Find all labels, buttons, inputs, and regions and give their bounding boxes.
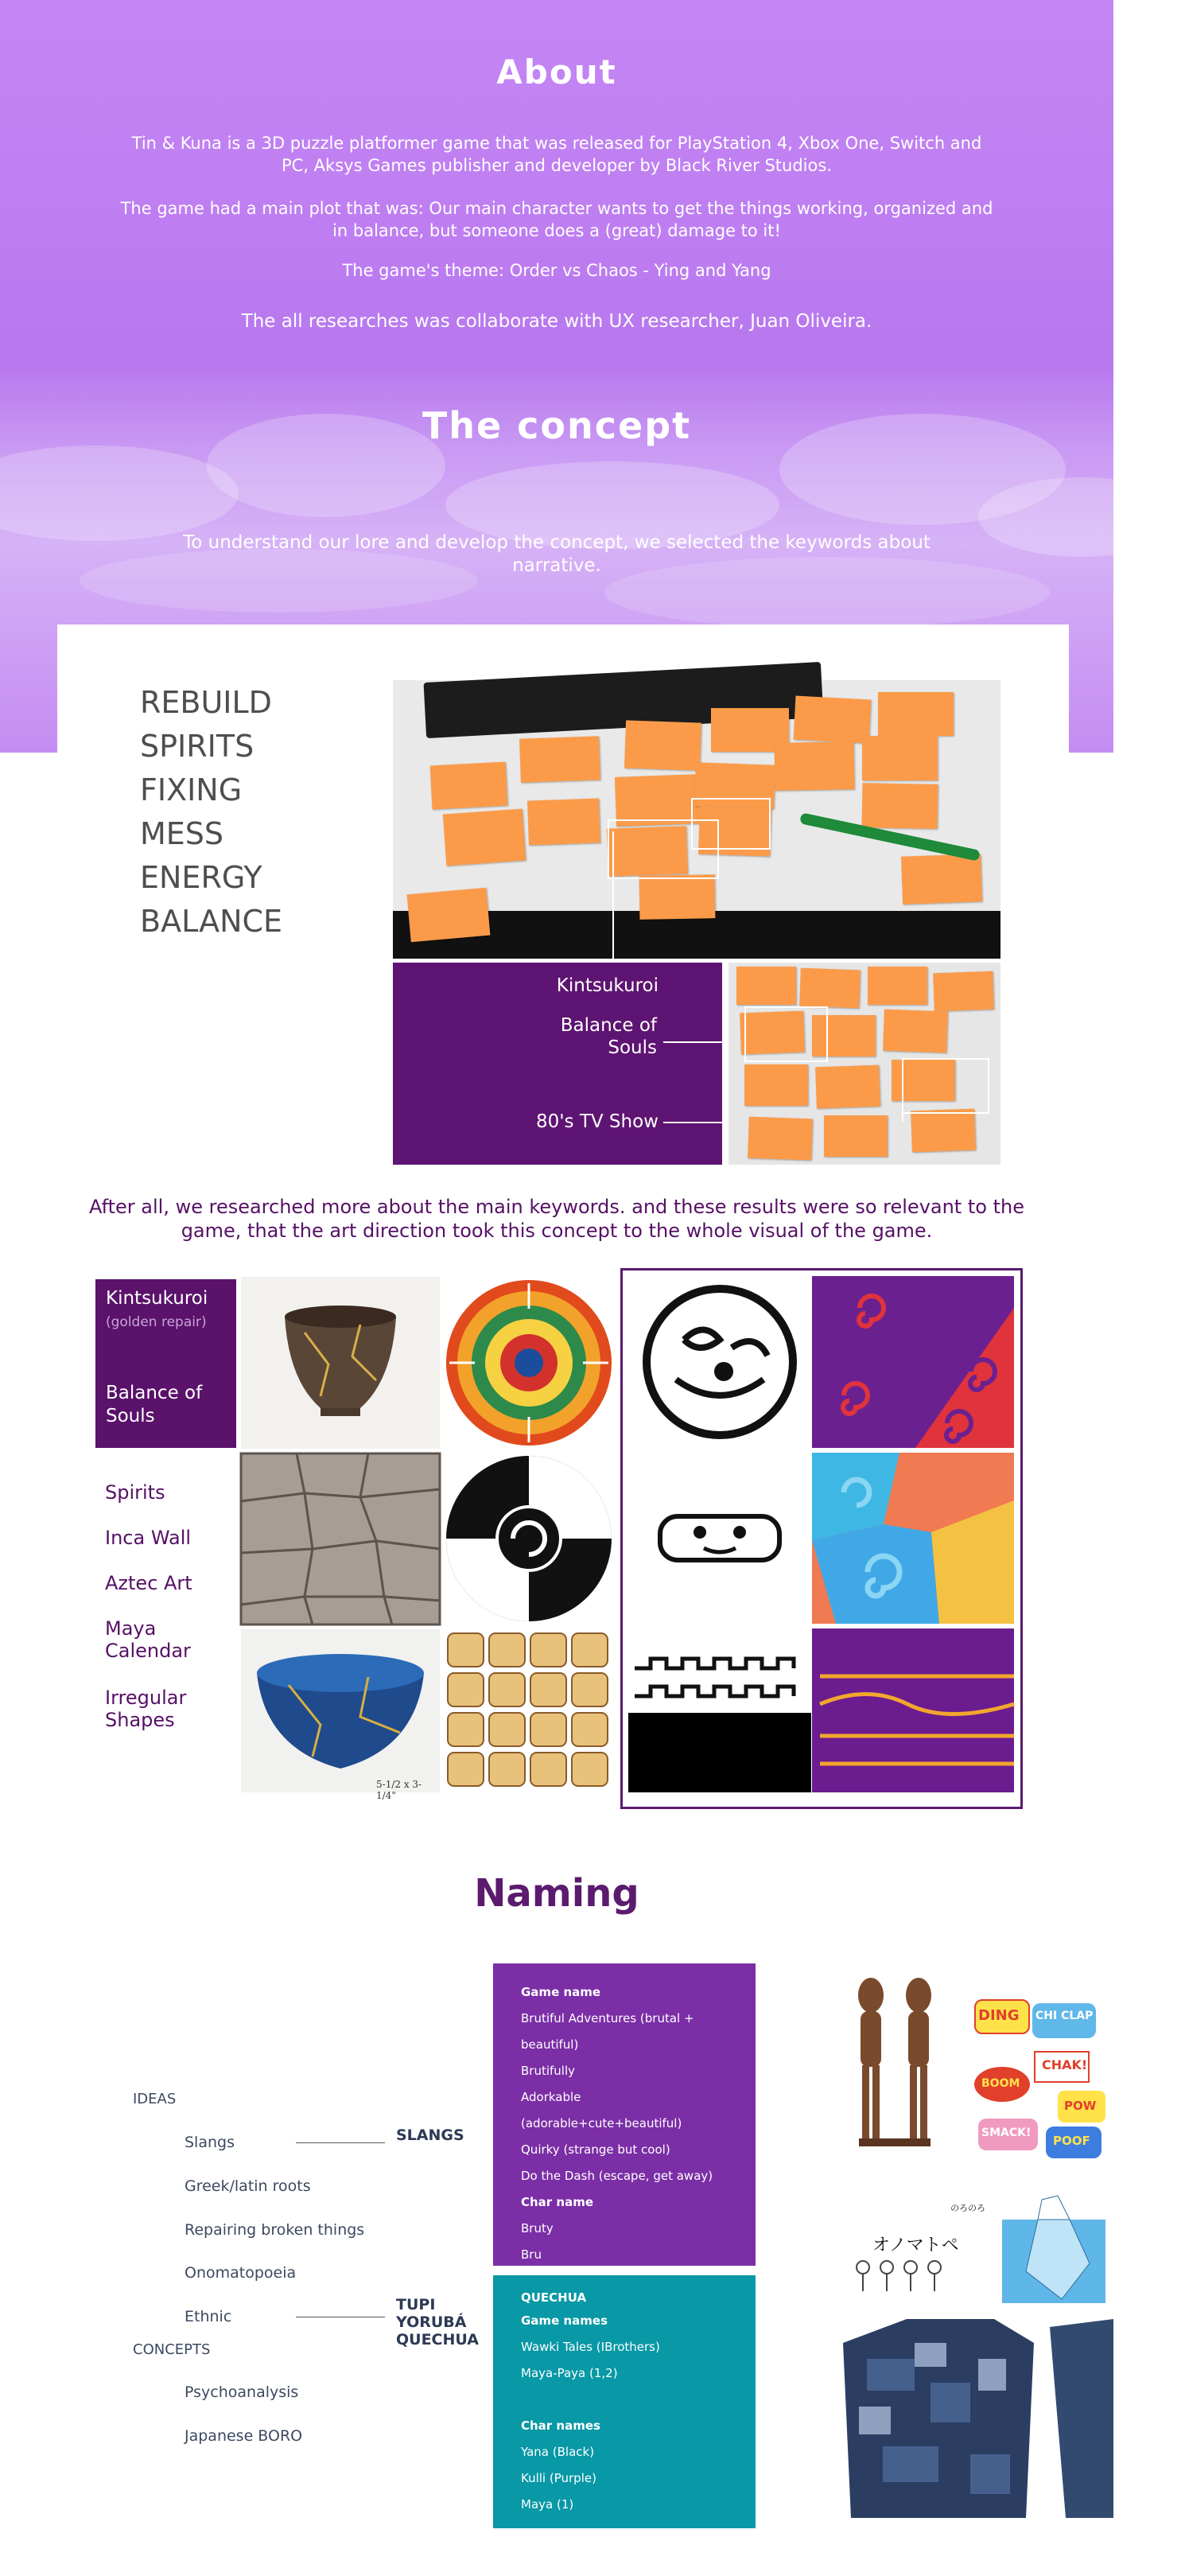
- quechua-char-name: Yana (Black): [521, 2445, 595, 2459]
- kintsukuroi-heading: Kintsukuroi: [106, 1288, 208, 1309]
- ethnic-tag-quechua: QUECHUA: [396, 2331, 479, 2348]
- quechua-char-name: Maya (1): [521, 2497, 574, 2512]
- kintsugi-bowl-image: [241, 1277, 440, 1449]
- japanese-boro-textile-image: [835, 2311, 1113, 2526]
- research-summary: After all, we researched more about the main keywords. and these results were so relevant to the game, that the art direction took this concept to the whole visual of the game.: [89, 1196, 1024, 1242]
- red-spiral-art: [812, 1276, 1014, 1448]
- label-80s-tv-show: 80's TV Show: [535, 1111, 659, 1132]
- wave-lines-art: [812, 1628, 1014, 1792]
- mask-face-symbol: [628, 1453, 811, 1624]
- balance-of-souls-heading: Balance of Souls: [106, 1383, 203, 1426]
- comic-word: BOOM: [981, 2077, 1020, 2090]
- about-paragraph-2: The game had a main plot that was: Our main character wants to get the things working, organized and in balance, but someone does a (great) damage to it!: [120, 199, 993, 240]
- concept-title: The concept: [422, 404, 692, 447]
- keyword-list: [140, 681, 282, 944]
- naming-title: Naming: [474, 1871, 639, 1916]
- game-names-box: [493, 1963, 756, 2266]
- comic-word: CHI CLAP: [1035, 2010, 1094, 2022]
- game-name-heading: Game name: [521, 1985, 601, 1999]
- about-title: About: [496, 53, 617, 91]
- keyword-aztec-art: Aztec Art: [105, 1572, 192, 1594]
- about-paragraph-4: The all researches was collaborate with UX researcher, Juan Oliveira.: [241, 311, 872, 332]
- quechua-game-names-heading: Game names: [521, 2313, 608, 2328]
- ethnic-tag-tupi: TUPI: [396, 2296, 436, 2313]
- char-name-option: Bru: [521, 2247, 542, 2262]
- label-kintsukuroi: Kintsukuroi: [556, 975, 659, 996]
- japanese-text: オノマトペ: [872, 2236, 959, 2255]
- quechua-char-names-heading: Char names: [521, 2418, 600, 2433]
- ideas-heading: IDEAS: [133, 2091, 177, 2107]
- naming-item-repairing: Repairing broken things: [185, 2221, 365, 2239]
- golden-repair-text: (golden repair): [106, 1314, 207, 1330]
- comic-word: SMACK!: [981, 2127, 1032, 2139]
- keyword-irregular-shapes: Irregular Shapes: [105, 1687, 187, 1731]
- about-paragraph-3: The game's theme: Order vs Chaos - Ying and Yang: [342, 261, 771, 280]
- sticky-notes-photo: [393, 680, 1000, 959]
- naming-item-roots: Greek/latin roots: [185, 2177, 311, 2195]
- comic-word: POW: [1064, 2099, 1097, 2113]
- label-balance-of-souls: Balance of Souls: [560, 1015, 657, 1058]
- japanese-small-text: のろのろ: [950, 2203, 985, 2213]
- char-name-option: Bruty: [521, 2221, 554, 2236]
- keyword-spirits: Spirits: [105, 1481, 165, 1504]
- game-name-option: Brutifully: [521, 2064, 576, 2078]
- naming-item-slangs: Slangs: [185, 2134, 235, 2151]
- comic-onomatopoeia-image: [970, 1963, 1113, 2162]
- keyword: MESS: [140, 816, 224, 851]
- yoruba-twin-figures-image: [827, 1963, 962, 2162]
- char-name-heading: Char name: [521, 2195, 594, 2209]
- keyword-maya-calendar: Maya Calendar: [105, 1617, 191, 1662]
- game-name-option: Adorkable (adorable+cute+beautiful): [521, 2090, 682, 2130]
- about-paragraph-1: Tin & Kuna is a 3D puzzle platformer game that was released for PlayStation 4, Xbox One, Switch and PC, Aksys Games publisher and developer by Black River Studios.: [131, 134, 982, 175]
- ethnic-tag-yoruba: YORUBÁ: [396, 2313, 467, 2331]
- aztec-calendar-image: [444, 1277, 615, 1449]
- comic-word: POOF: [1053, 2134, 1090, 2148]
- japanese-onomatopoeia-image: [823, 2192, 994, 2303]
- quechua-names-box: [493, 2275, 756, 2528]
- concepts-heading: CONCEPTS: [133, 2341, 211, 2358]
- keyword: SPIRITS: [140, 729, 254, 764]
- naming-item-ethnic: Ethnic: [185, 2308, 232, 2325]
- blue-kintsugi-bowl-image: [241, 1629, 440, 1801]
- quechua-char-name: Kulli (Purple): [521, 2471, 596, 2485]
- blue-spiral-art: [812, 1453, 1014, 1624]
- keyword: REBUILD: [140, 685, 272, 720]
- quechua-heading: QUECHUA: [521, 2290, 587, 2305]
- spiral-symbol-image: [444, 1453, 615, 1625]
- bowl-size-caption: 5-1/2 x 3-1/4": [376, 1779, 422, 1801]
- comic-word: CHAK!: [1042, 2057, 1088, 2072]
- game-name-option: Brutiful Adventures (brutal + beautiful): [521, 2011, 694, 2052]
- keyword-inca-wall: Inca Wall: [105, 1527, 192, 1549]
- game-name-option: Quirky (strange but cool): [521, 2142, 670, 2157]
- keyword: BALANCE: [140, 904, 283, 939]
- keyword: ENERGY: [140, 860, 262, 895]
- iceberg-diagram-image: [1002, 2192, 1105, 2303]
- maya-glyphs-image: [444, 1629, 615, 1792]
- geometric-pattern-symbol: [628, 1628, 811, 1792]
- naming-item-onomatopoeia: Onomatopoeia: [185, 2264, 297, 2282]
- inca-wall-image: [241, 1453, 440, 1625]
- quechua-game-name: Maya-Paya (1,2): [521, 2366, 618, 2380]
- spirit-face-symbol: [628, 1276, 811, 1448]
- concept-intro: To understand our lore and develop the concept, we selected the keywords about narrative.: [183, 532, 931, 576]
- game-name-option: Do the Dash (escape, get away): [521, 2169, 713, 2183]
- sticky-notes-closeup-photo: [728, 963, 1000, 1165]
- comic-word: DING: [978, 2007, 1020, 2024]
- slangs-tag: SLANGS: [396, 2127, 464, 2144]
- naming-item-psychoanalysis: Psychoanalysis: [185, 2383, 299, 2401]
- quechua-game-name: Wawki Tales (IBrothers): [521, 2340, 660, 2354]
- keyword: FIXING: [140, 772, 243, 807]
- naming-item-boro: Japanese BORO: [185, 2427, 303, 2445]
